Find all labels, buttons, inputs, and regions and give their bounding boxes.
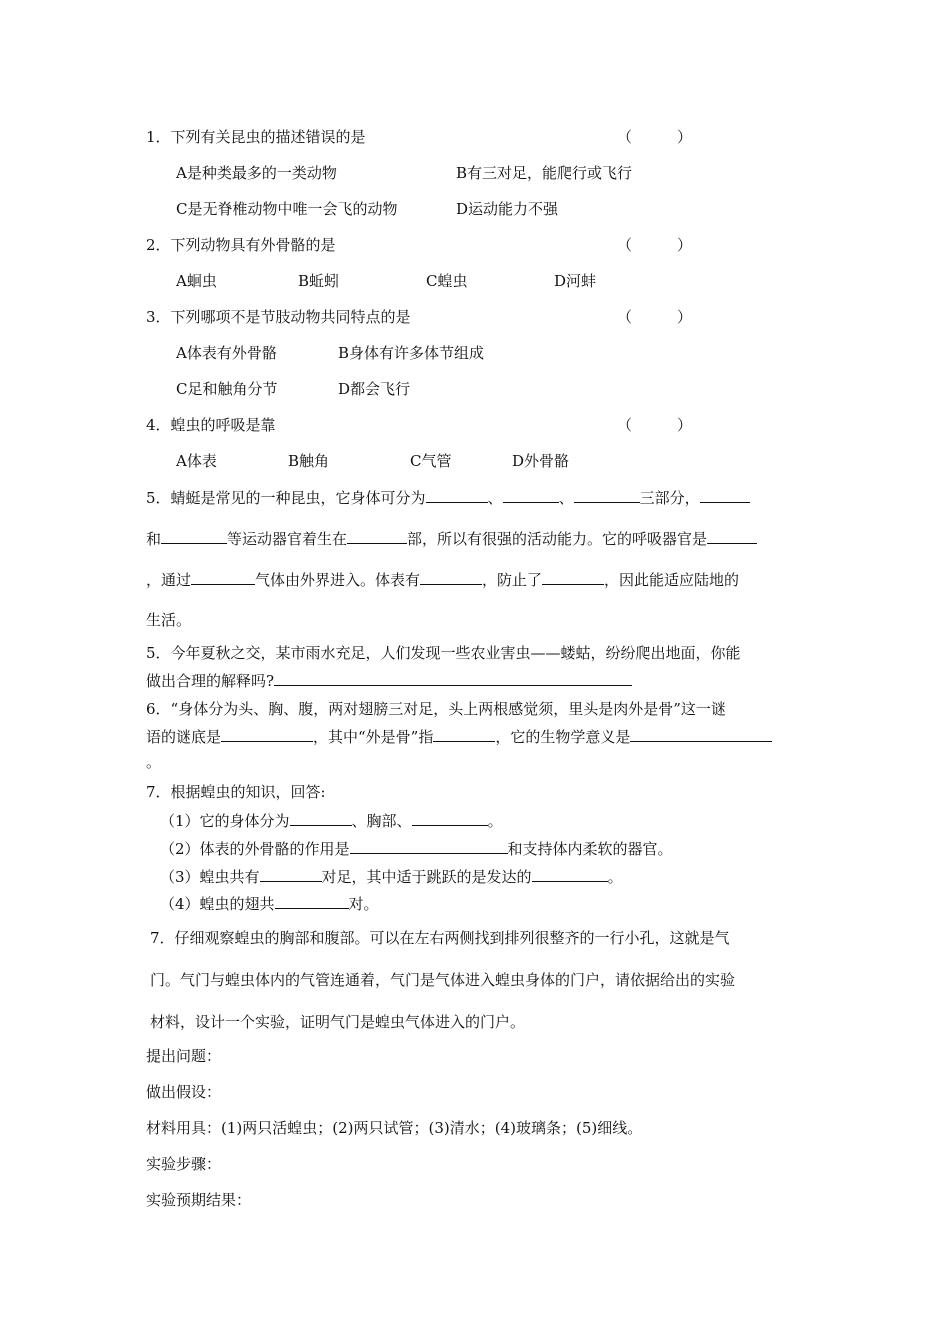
blank[interactable] — [426, 487, 488, 503]
q4-stem: 4．蝗虫的呼吸是靠 — [146, 416, 276, 434]
blank[interactable] — [532, 866, 608, 882]
q4-answer-paren: （ ） — [617, 416, 693, 434]
q7b-materials: 材料用具：(1)两只活蝗虫；(2)两只试管；(3)清水；(4)玻璃条；(5)细线。 — [146, 1119, 643, 1137]
blank[interactable] — [503, 487, 559, 503]
q2-option-b: B蚯蚓 — [298, 272, 340, 290]
q5a-line-4: 生活。 — [146, 611, 192, 629]
q7a-sub-1: （1）它的身体分为 、胸部、 。 — [160, 812, 503, 830]
q6-line-1: 6．“身体分为头、胸、腹，两对翅膀三对足，头上两根感觉须，里头是肉外是骨”这一谜 — [146, 700, 726, 718]
q4-option-a: A体表 — [176, 452, 217, 470]
q7a-sub-2: （2）体表的外骨骼的作用是 和支持体内柔软的器官。 — [160, 840, 673, 858]
blank[interactable] — [275, 893, 349, 909]
blank[interactable] — [412, 810, 488, 826]
q2-option-a: A蛔虫 — [176, 272, 217, 290]
q5b-line-1: 5．今年夏秋之交，某市雨水充足，人们发现一些农业害虫——蝼蛄，纷纷爬出地面，你能 — [146, 644, 741, 662]
q3-option-c: C足和触角分节 — [176, 380, 278, 398]
q2-option-d: D河蚌 — [554, 272, 597, 290]
blank[interactable] — [433, 726, 495, 742]
q7b-hypothesis-label: 做出假设： — [146, 1083, 222, 1101]
q1-option-a: A是种类最多的一类动物 — [176, 164, 337, 182]
blank[interactable] — [542, 569, 604, 585]
blank[interactable] — [420, 569, 482, 585]
q7a-sub-3: （3）蝗虫共有 对足，其中适于跳跃的是发达的 。 — [160, 868, 623, 886]
blank[interactable] — [700, 487, 750, 503]
q3-stem: 3．下列哪项不是节肢动物共同特点的是 — [146, 308, 411, 326]
blank[interactable] — [161, 528, 227, 544]
q5a-line-2: 和 等运动器官着生在 部，所以有很强的活动能力。它的呼吸器官是 — [146, 528, 757, 549]
blank[interactable] — [347, 528, 407, 544]
q3-option-a: A体表有外骨骼 — [176, 344, 277, 362]
q7a-sub-4: （4）蝗虫的翅共 对。 — [160, 895, 379, 913]
blank[interactable] — [221, 726, 313, 742]
q4-option-d: D外骨骼 — [512, 452, 570, 470]
q5b-line-2: 做出合理的解释吗? — [146, 670, 632, 691]
q2-answer-paren: （ ） — [617, 236, 693, 254]
q4-option-c: C气管 — [410, 452, 452, 470]
q7b-problem-label: 提出问题： — [146, 1047, 222, 1065]
q1-answer-paren: （ ） — [617, 128, 693, 146]
q7b-line-2: 门。气门与蝗虫体内的气管连通着，气门是气体进入蝗虫身体的门户，请依据给出的实验 — [150, 971, 736, 989]
q1-option-b: B有三对足，能爬行或飞行 — [456, 164, 633, 182]
q1-option-c: C是无脊椎动物中唯一会飞的动物 — [176, 200, 398, 218]
blank[interactable] — [707, 528, 757, 544]
q3-option-d: D都会飞行 — [338, 380, 411, 398]
q7b-result-label: 实验预期结果： — [146, 1191, 252, 1209]
q1-option-d: D运动能力不强 — [456, 200, 559, 218]
blank[interactable] — [290, 810, 352, 826]
q5a-line-1: 5．蜻蜓是常见的一种昆虫，它身体可分为 、 、 三部分， — [146, 487, 750, 508]
q3-answer-paren: （ ） — [617, 308, 693, 326]
blank[interactable] — [630, 726, 772, 742]
q7b-line-3: 材料，设计一个实验，证明气门是蝗虫气体进入的门户。 — [150, 1013, 526, 1031]
q2-option-c: C蝗虫 — [426, 272, 468, 290]
q6-line-3: 。 — [146, 753, 162, 771]
q2-stem: 2．下列动物具有外骨骼的是 — [146, 236, 336, 254]
answer-blank[interactable] — [274, 670, 632, 686]
q3-option-b: B身体有许多体节组成 — [338, 344, 485, 362]
blank[interactable] — [260, 866, 322, 882]
q1-stem: 1．下列有关昆虫的描述错误的是 — [146, 128, 366, 146]
q6-line-2: 语的谜底是 ，其中“外是骨”指 ，它的生物学意义是 — [146, 726, 772, 747]
blank[interactable] — [191, 569, 255, 585]
blank[interactable] — [350, 838, 508, 854]
blank[interactable] — [574, 487, 640, 503]
q7a-stem: 7．根据蝗虫的知识，回答: — [146, 783, 326, 801]
q5a-line-3: ，通过 气体由外界进入。体表有 ，防止了 ，因此能适应陆地的 — [146, 571, 740, 589]
q4-option-b: B触角 — [288, 452, 330, 470]
q7b-steps-label: 实验步骤： — [146, 1155, 222, 1173]
q7b-line-1: 7．仔细观察蝗虫的胸部和腹部。可以在左右两侧找到排列很整齐的一行小孔，这就是气 — [150, 929, 730, 947]
